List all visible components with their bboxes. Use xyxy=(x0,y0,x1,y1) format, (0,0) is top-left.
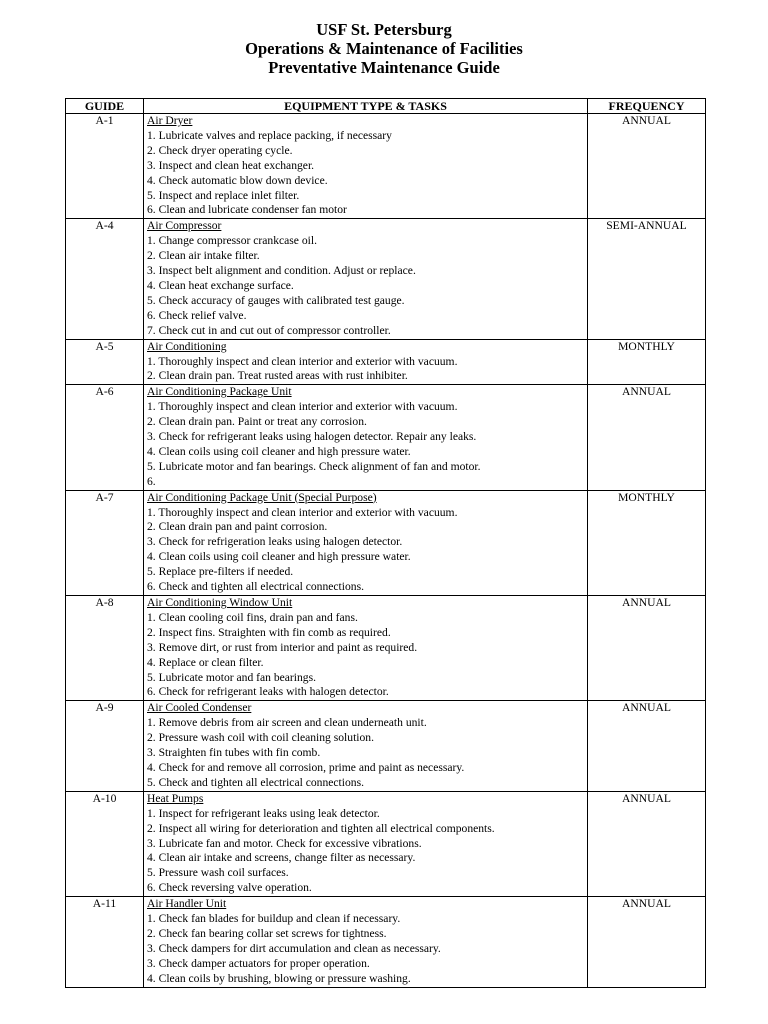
guide-code: A-10 xyxy=(66,791,144,896)
equipment-cell xyxy=(144,490,588,595)
table-row xyxy=(66,490,706,595)
header-institution: USF St. Petersburg xyxy=(316,20,452,39)
task-item: 4. Clean air intake and screens, change filter as necessary. xyxy=(147,851,416,865)
equipment-cell xyxy=(144,339,588,385)
task-item: 2. Inspect fins. Straighten with fin comb as required. xyxy=(147,625,391,639)
table-row xyxy=(66,791,706,896)
header-document-title: Preventative Maintenance Guide xyxy=(268,58,500,77)
task-item: 2. Clean air intake filter. xyxy=(147,249,260,263)
task-item: 3. Check dampers for dirt accumulation and clean as necessary. xyxy=(147,941,441,955)
equipment-title: Air Handler Unit xyxy=(147,897,227,911)
table-row xyxy=(66,596,706,701)
equipment-title: Air Dryer xyxy=(147,114,193,127)
frequency-value: ANNUAL xyxy=(588,897,706,987)
column-header-frequency: FREQUENCY xyxy=(588,99,706,114)
equipment-title: Heat Pumps xyxy=(147,791,204,805)
task-item: 5. Lubricate motor and fan bearings. xyxy=(147,670,317,684)
equipment-title: Air Conditioning xyxy=(147,339,227,353)
task-item: 2. Check fan bearing collar set screws for tightness. xyxy=(147,926,387,940)
frequency-value: SEMI-ANNUAL xyxy=(588,219,706,339)
task-item: 6. xyxy=(147,474,156,488)
table-row xyxy=(66,114,706,219)
equipment-cell xyxy=(144,897,588,987)
table-row xyxy=(66,701,706,791)
task-item: 4. Check for and remove all corrosion, prime and paint as necessary. xyxy=(147,760,465,774)
table-body xyxy=(66,114,706,988)
frequency-value: ANNUAL xyxy=(588,701,706,791)
document-header xyxy=(0,20,768,77)
task-item: 2. Clean drain pan and paint corrosion. xyxy=(147,520,328,534)
task-item: 2. Pressure wash coil with coil cleaning solution. xyxy=(147,731,375,745)
task-item: 1. Check fan blades for buildup and clean if necessary. xyxy=(147,912,401,926)
header-department: Operations & Maintenance of Facilities xyxy=(245,39,523,58)
task-item: 5. Check accuracy of gauges with calibrated test gauge. xyxy=(147,293,405,307)
task-item: 2. Inspect all wiring for deterioration and tighten all electrical components. xyxy=(147,821,495,835)
task-item: 4. Clean coils using coil cleaner and high pressure water. xyxy=(147,444,411,458)
task-item: 3. Check damper actuators for proper operation. xyxy=(147,956,370,970)
equipment-cell xyxy=(144,114,588,219)
table-row xyxy=(66,897,706,987)
task-item: 2. Clean drain pan. Treat rusted areas with rust inhibiter. xyxy=(147,369,408,383)
task-item: 6. Check for refrigerant leaks with halogen detector. xyxy=(147,685,389,699)
equipment-cell xyxy=(144,219,588,339)
equipment-title: Air Conditioning Package Unit (Special Purpose) xyxy=(147,490,377,504)
task-item: 3. Straighten fin tubes with fin comb. xyxy=(147,746,321,760)
task-item: 1. Thoroughly inspect and clean interior and exterior with vacuum. xyxy=(147,400,458,414)
task-item: 5. Check and tighten all electrical connections. xyxy=(147,775,364,789)
table-row xyxy=(66,385,706,490)
table-row xyxy=(66,339,706,385)
task-item: 3. Inspect and clean heat exchanger. xyxy=(147,158,315,172)
task-item: 5. Lubricate motor and fan bearings. Check alignment of fan and motor. xyxy=(147,459,481,473)
frequency-value: ANNUAL xyxy=(588,385,706,490)
guide-code: A-8 xyxy=(66,596,144,701)
equipment-cell xyxy=(144,385,588,490)
frequency-value: MONTHLY xyxy=(588,490,706,595)
guide-code: A-4 xyxy=(66,219,144,339)
task-item: 6. Clean and lubricate condenser fan motor xyxy=(147,203,347,217)
task-item: 4. Clean coils using coil cleaner and high pressure water. xyxy=(147,550,411,564)
guide-code: A-1 xyxy=(66,114,144,219)
task-item: 1. Inspect for refrigerant leaks using leak detector. xyxy=(147,806,380,820)
task-item: 7. Check cut in and cut out of compressor controller. xyxy=(147,323,391,337)
equipment-cell xyxy=(144,701,588,791)
task-item: 1. Remove debris from air screen and clean underneath unit. xyxy=(147,716,427,730)
task-item: 6. Check relief valve. xyxy=(147,308,247,322)
equipment-title: Air Conditioning Window Unit xyxy=(147,596,293,609)
task-item: 5. Inspect and replace inlet filter. xyxy=(147,188,300,202)
task-item: 4. Clean heat exchange surface. xyxy=(147,278,294,292)
task-item: 5. Pressure wash coil surfaces. xyxy=(147,866,289,880)
task-item: 5. Replace pre-filters if needed. xyxy=(147,565,294,579)
guide-code: A-5 xyxy=(66,339,144,385)
frequency-value: ANNUAL xyxy=(588,596,706,701)
task-item: 1. Lubricate valves and replace packing, if necessary xyxy=(147,128,392,142)
task-item: 3. Check for refrigeration leaks using halogen detector. xyxy=(147,535,403,549)
guide-code: A-7 xyxy=(66,490,144,595)
maintenance-guide-table xyxy=(65,98,706,988)
task-item: 4. Replace or clean filter. xyxy=(147,655,264,669)
column-header-guide: GUIDE xyxy=(66,99,144,114)
task-item: 1. Thoroughly inspect and clean interior and exterior with vacuum. xyxy=(147,505,458,519)
equipment-title: Air Conditioning Package Unit xyxy=(147,385,292,399)
task-item: 1. Thoroughly inspect and clean interior and exterior with vacuum. xyxy=(147,354,458,368)
guide-code: A-6 xyxy=(66,385,144,490)
equipment-cell xyxy=(144,791,588,896)
task-item: 3. Lubricate fan and motor. Check for excessive vibrations. xyxy=(147,836,422,850)
task-item: 2. Check dryer operating cycle. xyxy=(147,143,293,157)
task-item: 2. Clean drain pan. Paint or treat any corrosion. xyxy=(147,415,367,429)
equipment-title: Air Cooled Condenser xyxy=(147,701,252,715)
task-item: 4. Clean coils by brushing, blowing or pressure washing. xyxy=(147,971,411,985)
frequency-value: ANNUAL xyxy=(588,114,706,219)
table-header-row xyxy=(66,99,706,114)
task-item: 1. Clean cooling coil fins, drain pan and fans. xyxy=(147,610,358,624)
task-item: 4. Check automatic blow down device. xyxy=(147,173,328,187)
task-item: 3. Remove dirt, or rust from interior and paint as required. xyxy=(147,640,418,654)
task-item: 1. Change compressor crankcase oil. xyxy=(147,234,317,248)
task-item: 3. Check for refrigerant leaks using halogen detector. Repair any leaks. xyxy=(147,430,477,444)
equipment-title: Air Compressor xyxy=(147,219,222,233)
task-item: 6. Check reversing valve operation. xyxy=(147,881,312,895)
table-row xyxy=(66,219,706,339)
column-header-equipment: EQUIPMENT TYPE & TASKS xyxy=(144,99,588,114)
guide-code: A-9 xyxy=(66,701,144,791)
task-item: 6. Check and tighten all electrical connections. xyxy=(147,580,364,594)
frequency-value: MONTHLY xyxy=(588,339,706,385)
guide-code: A-11 xyxy=(66,897,144,987)
task-item: 3. Inspect belt alignment and condition. Adjust or replace. xyxy=(147,264,416,278)
frequency-value: ANNUAL xyxy=(588,791,706,896)
equipment-cell xyxy=(144,596,588,701)
